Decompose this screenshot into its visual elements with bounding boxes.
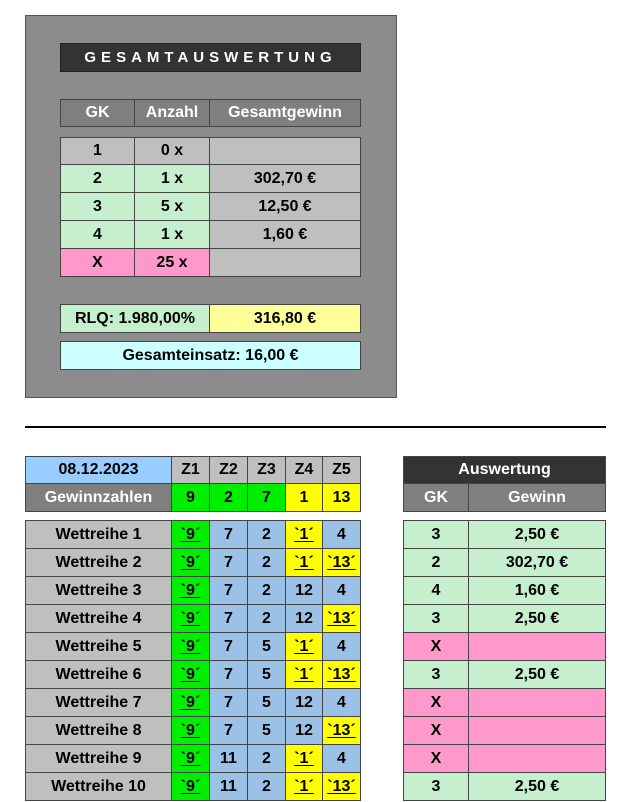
bet-number-cell: `9´ — [171, 548, 210, 577]
column-header-z4: Z4 — [285, 456, 323, 484]
bet-row-gk: 3 — [403, 772, 469, 801]
bet-row-gk: 3 — [403, 604, 469, 633]
summary-gewinn — [209, 248, 361, 277]
bet-number-cell: 11 — [209, 744, 248, 773]
bet-row-gk: 2 — [403, 548, 469, 577]
bet-number-cell: 4 — [322, 576, 361, 605]
column-header-z2: Z2 — [209, 456, 248, 484]
bet-number-cell: `13´ — [322, 548, 361, 577]
bet-number-cell: `1´ — [285, 744, 323, 773]
bet-row-label: Wettreihe 6 — [25, 660, 172, 689]
bet-row-gewinn: 2,50 € — [468, 520, 606, 549]
bet-row-label: Wettreihe 4 — [25, 604, 172, 633]
bet-number-cell: 2 — [247, 548, 286, 577]
bet-number-cell: `13´ — [322, 660, 361, 689]
bet-number-cell: 4 — [322, 744, 361, 773]
bet-row-gk: 4 — [403, 576, 469, 605]
bet-row-label: Wettreihe 3 — [25, 576, 172, 605]
bet-number-cell: 2 — [247, 576, 286, 605]
summary-gk: 1 — [60, 137, 135, 165]
bet-number-cell: `9´ — [171, 604, 210, 633]
summary-gk: 4 — [60, 220, 135, 249]
winning-number-z1: 9 — [171, 483, 210, 512]
bet-number-cell: 7 — [209, 576, 248, 605]
summary-gewinn: 12,50 € — [209, 192, 361, 221]
bet-row-gk: X — [403, 716, 469, 745]
bet-number-cell: 7 — [209, 688, 248, 717]
winning-number-z4: 1 — [285, 483, 323, 512]
bet-number-cell: `13´ — [322, 604, 361, 633]
bet-number-cell: 7 — [209, 520, 248, 549]
bet-number-cell: 12 — [285, 688, 323, 717]
bet-number-cell: `9´ — [171, 520, 210, 549]
bet-row-gewinn: 302,70 € — [468, 548, 606, 577]
summary-gk: 2 — [60, 164, 135, 193]
bet-number-cell: `1´ — [285, 548, 323, 577]
bet-row-label: Wettreihe 7 — [25, 688, 172, 717]
summary-gewinn: 302,70 € — [209, 164, 361, 193]
bet-number-cell: 11 — [209, 772, 248, 801]
summary-anzahl: 1 x — [134, 164, 210, 193]
summary-gewinn: 1,60 € — [209, 220, 361, 249]
bet-row-gk: X — [403, 688, 469, 717]
bet-row-label: Wettreihe 1 — [25, 520, 172, 549]
bet-row-label: Wettreihe 9 — [25, 744, 172, 773]
bet-row-label: Wettreihe 2 — [25, 548, 172, 577]
bet-number-cell: 7 — [209, 604, 248, 633]
bet-number-cell: 2 — [247, 744, 286, 773]
summary-title: GESAMTAUSWERTUNG — [60, 43, 361, 72]
summary-header-anzahl: Anzahl — [134, 99, 210, 127]
evaluation-header-gewinn: Gewinn — [468, 483, 606, 512]
bet-number-cell: 5 — [247, 716, 286, 745]
bet-number-cell: 4 — [322, 520, 361, 549]
bet-number-cell: `9´ — [171, 660, 210, 689]
bet-row-gewinn — [468, 632, 606, 661]
summary-gk: X — [60, 248, 135, 277]
bet-number-cell: `1´ — [285, 520, 323, 549]
bet-number-cell: 2 — [247, 604, 286, 633]
column-header-z5: Z5 — [322, 456, 361, 484]
evaluation-title: Auswertung — [403, 456, 606, 484]
bet-number-cell: `9´ — [171, 744, 210, 773]
bet-number-cell: `13´ — [322, 772, 361, 801]
summary-anzahl: 1 x — [134, 220, 210, 249]
bet-number-cell: 12 — [285, 604, 323, 633]
bet-row-gewinn — [468, 688, 606, 717]
bet-number-cell: 7 — [209, 716, 248, 745]
winning-number-z3: 7 — [247, 483, 286, 512]
winning-numbers-label: Gewinnzahlen — [25, 483, 172, 512]
total-win-value: 316,80 € — [209, 304, 361, 333]
winning-number-z2: 2 — [209, 483, 248, 512]
bet-number-cell: 2 — [247, 772, 286, 801]
bet-number-cell: `9´ — [171, 716, 210, 745]
bet-row-label: Wettreihe 8 — [25, 716, 172, 745]
bet-number-cell: 4 — [322, 688, 361, 717]
bet-row-label: Wettreihe 10 — [25, 772, 172, 801]
draw-date: 08.12.2023 — [25, 456, 172, 484]
bet-row-gk: 3 — [403, 660, 469, 689]
bet-row-gewinn: 2,50 € — [468, 772, 606, 801]
bet-number-cell: 5 — [247, 632, 286, 661]
bet-number-cell: 7 — [209, 632, 248, 661]
bet-number-cell: `9´ — [171, 576, 210, 605]
bet-number-cell: 7 — [209, 548, 248, 577]
winning-number-z5: 13 — [322, 483, 361, 512]
bet-row-label: Wettreihe 5 — [25, 632, 172, 661]
bet-row-gk: X — [403, 632, 469, 661]
summary-gk: 3 — [60, 192, 135, 221]
bet-number-cell: `9´ — [171, 772, 210, 801]
total-stake-value: Gesamteinsatz: 16,00 € — [60, 341, 361, 370]
summary-anzahl: 25 x — [134, 248, 210, 277]
evaluation-header-gk: GK — [403, 483, 469, 512]
bet-row-gk: 3 — [403, 520, 469, 549]
bet-number-cell: `9´ — [171, 632, 210, 661]
bet-number-cell: 7 — [209, 660, 248, 689]
bet-number-cell: `1´ — [285, 632, 323, 661]
bet-row-gewinn — [468, 716, 606, 745]
bet-row-gewinn — [468, 744, 606, 773]
column-header-z1: Z1 — [171, 456, 210, 484]
bet-number-cell: 5 — [247, 688, 286, 717]
rlq-value: RLQ: 1.980,00% — [60, 304, 210, 333]
bet-row-gk: X — [403, 744, 469, 773]
bet-number-cell: `1´ — [285, 660, 323, 689]
bet-row-gewinn: 2,50 € — [468, 604, 606, 633]
bet-number-cell: `13´ — [322, 716, 361, 745]
summary-gewinn — [209, 137, 361, 165]
bet-row-gewinn: 1,60 € — [468, 576, 606, 605]
column-header-z3: Z3 — [247, 456, 286, 484]
bet-number-cell: 2 — [247, 520, 286, 549]
bet-number-cell: `9´ — [171, 688, 210, 717]
summary-header-gesamtgewinn: Gesamtgewinn — [209, 99, 361, 127]
bet-number-cell: 12 — [285, 576, 323, 605]
summary-anzahl: 0 x — [134, 137, 210, 165]
bet-number-cell: 4 — [322, 632, 361, 661]
summary-header-gk: GK — [60, 99, 135, 127]
section-divider — [25, 426, 606, 428]
bet-number-cell: `1´ — [285, 772, 323, 801]
summary-anzahl: 5 x — [134, 192, 210, 221]
bet-number-cell: 5 — [247, 660, 286, 689]
bet-row-gewinn: 2,50 € — [468, 660, 606, 689]
bet-number-cell: 12 — [285, 716, 323, 745]
